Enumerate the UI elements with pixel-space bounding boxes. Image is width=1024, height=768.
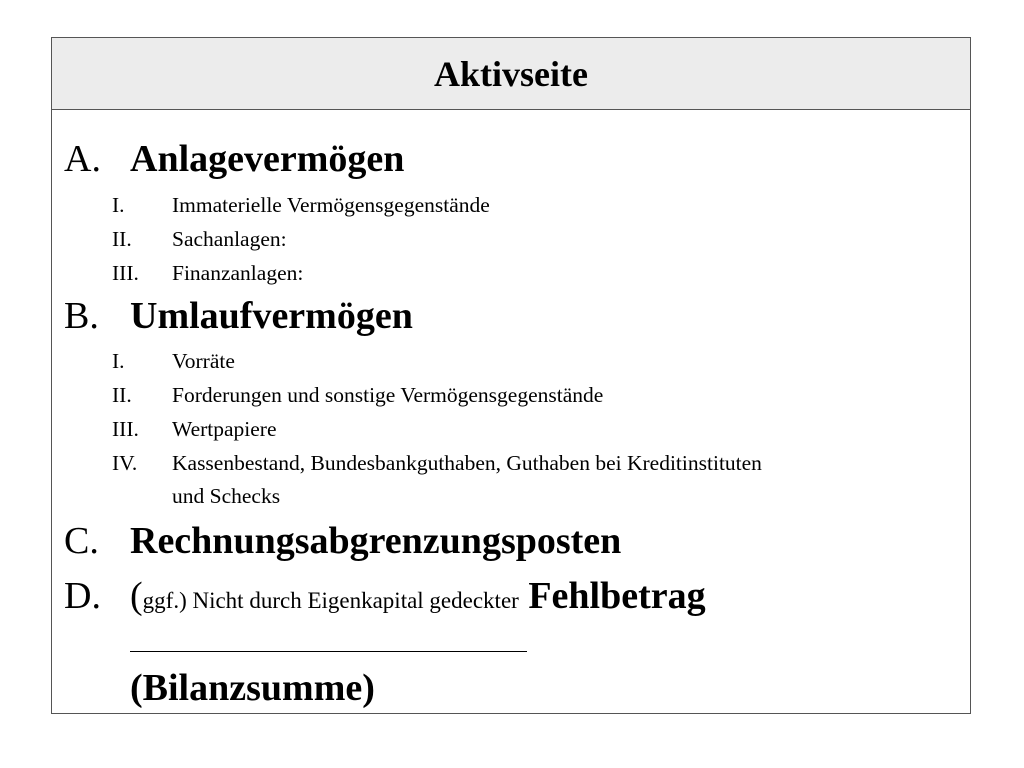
sum-divider-line bbox=[130, 651, 527, 652]
section-d-title: Fehlbetrag bbox=[528, 575, 706, 617]
section-b-letter: B. bbox=[64, 295, 99, 337]
item-number: II. bbox=[112, 227, 132, 251]
section-d-qualifier: ggf.) Nicht durch Eigenkapital gedeckter bbox=[142, 588, 519, 613]
page-title: Aktivseite bbox=[52, 38, 970, 110]
item-text: Vorräte bbox=[172, 349, 235, 373]
item-number: I. bbox=[112, 193, 125, 217]
item-number: III. bbox=[112, 417, 139, 441]
section-c-letter: C. bbox=[64, 520, 99, 562]
item-text: Immaterielle Vermögensgegenstände bbox=[172, 193, 490, 217]
section-c-title: Rechnungsabgrenzungsposten bbox=[130, 520, 622, 562]
item-text: Wertpapiere bbox=[172, 417, 277, 441]
open-paren: ( bbox=[130, 575, 143, 617]
item-number: I. bbox=[112, 349, 125, 373]
balance-sheet-assets-box bbox=[51, 37, 971, 714]
item-text: Kassenbestand, Bundesbankguthaben, Guthaben bei Kreditinstituten bbox=[172, 451, 762, 475]
item-text: Forderungen und sonstige Vermögensgegenstände bbox=[172, 383, 604, 407]
section-a-title: Anlagevermögen bbox=[130, 138, 405, 180]
item-number: II. bbox=[112, 383, 132, 407]
total-label: (Bilanzsumme) bbox=[130, 667, 375, 709]
section-a-letter: A. bbox=[64, 138, 101, 180]
section-b-title: Umlaufvermögen bbox=[130, 295, 413, 337]
item-text: Sachanlagen: bbox=[172, 227, 287, 251]
item-text: Finanzanlagen: bbox=[172, 261, 304, 285]
section-d-letter: D. bbox=[64, 575, 101, 617]
item-text: und Schecks bbox=[172, 484, 281, 508]
section-d-line bbox=[130, 574, 706, 618]
item-number: III. bbox=[112, 261, 139, 285]
item-number: IV. bbox=[112, 451, 138, 475]
